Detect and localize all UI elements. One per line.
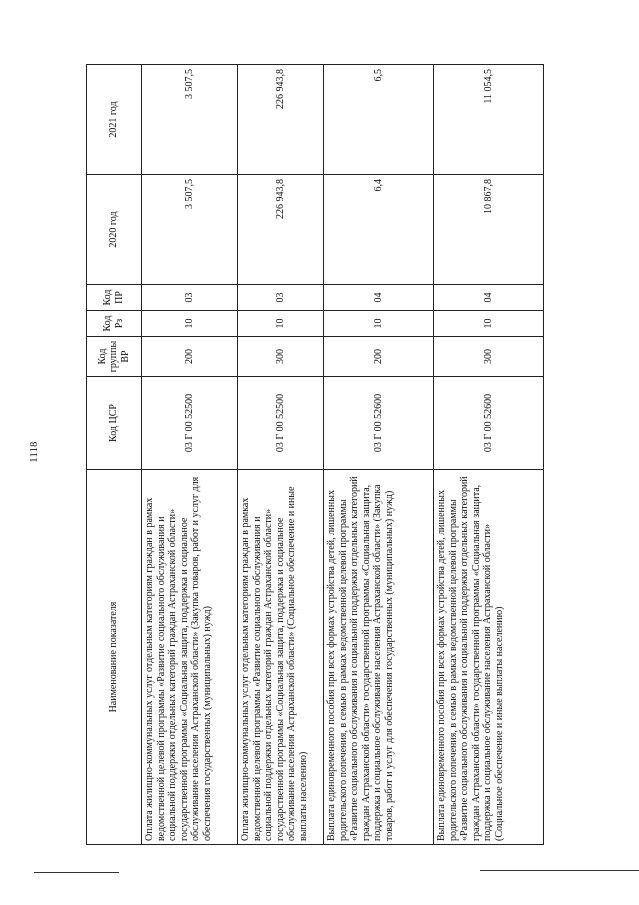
- row-name: Оплата жилищно-коммунальных услуг отдельным категориям граждан в рамках ведомственной целевой программы «Развитие социального обслуживания и социальной поддержки отдельных категорий граждан Астраханской области» государственной программы «Социальная защита, поддержка и социальное обслуживание населения Астраханской области» (Закупка товаров, работ и услуг для обеспечения государственных (муниципальных) нужд): [142, 470, 238, 845]
- header-2020: 2020 год: [87, 175, 142, 285]
- row-pr: 03: [142, 285, 238, 311]
- row-csr: 03 Г 00 52500: [238, 377, 324, 470]
- row-pr: 04: [324, 285, 434, 311]
- table-row: [238, 65, 324, 845]
- row-name: Выплата единовременного пособия при всех формах устройства детей, лишенных родительского попечения, в семью в рамках ведомственной целевой программы «Развитие социального обслуживания и социальной поддержки отдельных категорий граждан Астраханской области» государственной программы «Социальная защита, поддержка и социальное обслуживание населения Астраханской области» (Социальное обеспечение и иные выплаты населению): [434, 470, 544, 845]
- row-pr: 03: [238, 285, 324, 311]
- header-pr: Код ПР: [87, 285, 142, 311]
- row-2020: 10 867,8: [434, 175, 544, 285]
- row-2021: 3 507,5: [142, 65, 238, 175]
- table-row: [324, 65, 434, 845]
- header-csr: Код ЦСР: [87, 377, 142, 470]
- row-2021: 226 943,8: [238, 65, 324, 175]
- table-row: [142, 65, 238, 845]
- row-rz: 10: [142, 311, 238, 337]
- row-rz: 10: [238, 311, 324, 337]
- row-vr: 200: [142, 337, 238, 377]
- row-2020: 3 507,5: [142, 175, 238, 285]
- row-vr: 300: [434, 337, 544, 377]
- table-header-row: [87, 65, 142, 845]
- row-name: Выплата единовременного пособия при всех формах устройства детей, лишенных родительского попечения, в семью в рамках ведомственной целевой программы «Развитие социального обслуживания и социальной поддержки отдельных категорий граждан Астраханской области» государственной программы «Социальная защита, поддержка и социальное обслуживание населения Астраханской области» (Закупка товаров, работ и услуг для обеспечения государственных (муниципальных) нужд): [324, 470, 434, 845]
- row-2020: 6,4: [324, 175, 434, 285]
- header-rz: Код Рз: [87, 311, 142, 337]
- row-csr: 03 Г 00 52500: [142, 377, 238, 470]
- footer-rule-right: [480, 870, 639, 871]
- rotated-page-content: [86, 65, 551, 845]
- row-2021: 6,5: [324, 65, 434, 175]
- header-2021: 2021 год: [87, 65, 142, 175]
- row-2021: 11 054,5: [434, 65, 544, 175]
- header-vr: Код группы ВР: [87, 337, 142, 377]
- page-number: 1118: [28, 441, 40, 463]
- table-row: [434, 65, 544, 845]
- row-rz: 10: [324, 311, 434, 337]
- header-name: Наименование показателя: [87, 470, 142, 845]
- row-pr: 04: [434, 285, 544, 311]
- row-csr: 03 Г 00 52600: [324, 377, 434, 470]
- row-vr: 200: [324, 337, 434, 377]
- row-rz: 10: [434, 311, 544, 337]
- row-name: Оплата жилищно-коммунальных услуг отдельным категориям граждан в рамках ведомственной целевой программы «Развитие социального обслуживания и социальной поддержки отдельных категорий граждан Астраханской области» государственной программы «Социальная защита, поддержка и социальное обслуживание населения Астраханской области» (Социальное обеспечение и иные выплаты населению): [238, 470, 324, 845]
- row-csr: 03 Г 00 52600: [434, 377, 544, 470]
- footer-rule-left: [34, 872, 119, 873]
- row-vr: 300: [238, 337, 324, 377]
- budget-table: [86, 64, 544, 845]
- row-2020: 226 943,8: [238, 175, 324, 285]
